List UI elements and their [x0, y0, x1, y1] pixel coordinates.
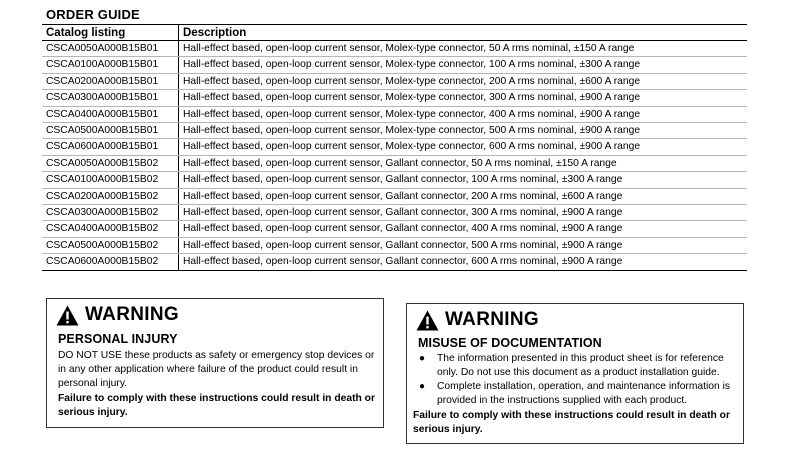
warning-label: WARNING [85, 304, 179, 325]
warning-subtitle: PERSONAL INJURY [58, 332, 178, 346]
description-cell: Hall-effect based, open-loop current sensor, Gallant connector, 300 A rms nominal, ±900 A range [179, 205, 748, 221]
table-row [42, 41, 747, 57]
table-row [42, 172, 747, 188]
description-header: Description [179, 25, 748, 41]
catalog-listing-cell: CSCA0400A000B15B01 [42, 106, 179, 122]
description-cell: Hall-effect based, open-loop current sensor, Molex-type connector, 600 A rms nominal, ±900 A range [179, 139, 748, 155]
order-guide-table [42, 24, 747, 271]
description-cell: Hall-effect based, open-loop current sensor, Gallant connector, 400 A rms nominal, ±900 A range [179, 221, 748, 237]
table-row [42, 155, 747, 171]
warning-misuse-documentation-box [406, 303, 744, 444]
warning-consequence: Failure to comply with these instructions could result in death or serious injury. [413, 410, 730, 435]
warning-subtitle: MISUSE OF DOCUMENTATION [418, 336, 602, 350]
warning-bullet-item [413, 380, 737, 408]
catalog-listing-cell: CSCA0100A000B15B01 [42, 57, 179, 73]
table-row [42, 90, 747, 106]
warning-consequence: Failure to comply with these instructions could result in death or serious injury. [58, 393, 375, 418]
description-cell: Hall-effect based, open-loop current sensor, Molex-type connector, 200 A rms nominal, ±600 A range [179, 73, 748, 89]
catalog-listing-cell: CSCA0100A000B15B02 [42, 172, 179, 188]
warning-label: WARNING [445, 309, 539, 330]
bullet-icon: ● [419, 353, 426, 364]
catalog-listing-cell: CSCA0600A000B15B02 [42, 254, 179, 270]
warning-header [416, 309, 539, 331]
description-cell: Hall-effect based, open-loop current sensor, Molex-type connector, 400 A rms nominal, ±900 A range [179, 106, 748, 122]
table-row [42, 205, 747, 221]
catalog-listing-cell: CSCA0500A000B15B01 [42, 123, 179, 139]
catalog-listing-cell: CSCA0050A000B15B02 [42, 155, 179, 171]
table-row [42, 123, 747, 139]
table-row [42, 57, 747, 73]
description-cell: Hall-effect based, open-loop current sensor, Molex-type connector, 500 A rms nominal, ±900 A range [179, 123, 748, 139]
table-row [42, 139, 747, 155]
description-cell: Hall-effect based, open-loop current sensor, Gallant connector, 600 A rms nominal, ±900 A range [179, 254, 748, 270]
catalog-listing-cell: CSCA0600A000B15B01 [42, 139, 179, 155]
warning-body [58, 349, 377, 420]
warning-personal-injury-box [46, 298, 384, 428]
description-cell: Hall-effect based, open-loop current sensor, Gallant connector, 50 A rms nominal, ±150 A range [179, 155, 748, 171]
warning-triangle-icon [416, 310, 439, 331]
catalog-listing-cell: CSCA0300A000B15B02 [42, 205, 179, 221]
catalog-listing-cell: CSCA0200A000B15B02 [42, 188, 179, 204]
bullet-icon: ● [419, 381, 426, 392]
catalog-listing-cell: CSCA0200A000B15B01 [42, 73, 179, 89]
warning-bullet-list [413, 352, 737, 408]
order-guide-rows [42, 41, 747, 271]
warning-bullet-text: Complete installation, operation, and maintenance information is provided in the instructions supplied with each product. [437, 381, 731, 406]
warning-bullet-item [413, 352, 737, 380]
catalog-listing-cell: CSCA0500A000B15B02 [42, 237, 179, 253]
warning-bullet-text: The information presented in this product sheet is for reference only. Do not use this document as a product installation guide. [437, 353, 724, 378]
description-cell: Hall-effect based, open-loop current sensor, Molex-type connector, 300 A rms nominal, ±900 A range [179, 90, 748, 106]
table-row [42, 106, 747, 122]
warning-triangle-icon [56, 305, 79, 326]
table-row [42, 237, 747, 253]
warning-body [413, 352, 737, 437]
table-header-row [42, 25, 747, 41]
catalog-listing-cell: CSCA0400A000B15B02 [42, 221, 179, 237]
table-row [42, 73, 747, 89]
warning-text: DO NOT USE these products as safety or emergency stop devices or in any other application where failure of the product could result in personal injury. [58, 350, 375, 389]
catalog-listing-cell: CSCA0050A000B15B01 [42, 41, 179, 57]
catalog-listing-header: Catalog listing [42, 25, 179, 41]
description-cell: Hall-effect based, open-loop current sensor, Molex-type connector, 100 A rms nominal, ±300 A range [179, 57, 748, 73]
warning-header [56, 304, 179, 326]
description-cell: Hall-effect based, open-loop current sensor, Gallant connector, 100 A rms nominal, ±300 A range [179, 172, 748, 188]
order-guide-title: ORDER GUIDE [46, 7, 140, 22]
description-cell: Hall-effect based, open-loop current sensor, Gallant connector, 200 A rms nominal, ±600 A range [179, 188, 748, 204]
catalog-listing-cell: CSCA0300A000B15B01 [42, 90, 179, 106]
description-cell: Hall-effect based, open-loop current sensor, Molex-type connector, 50 A rms nominal, ±150 A range [179, 41, 748, 57]
table-row [42, 221, 747, 237]
table-row [42, 188, 747, 204]
table-row [42, 254, 747, 270]
description-cell: Hall-effect based, open-loop current sensor, Gallant connector, 500 A rms nominal, ±900 A range [179, 237, 748, 253]
